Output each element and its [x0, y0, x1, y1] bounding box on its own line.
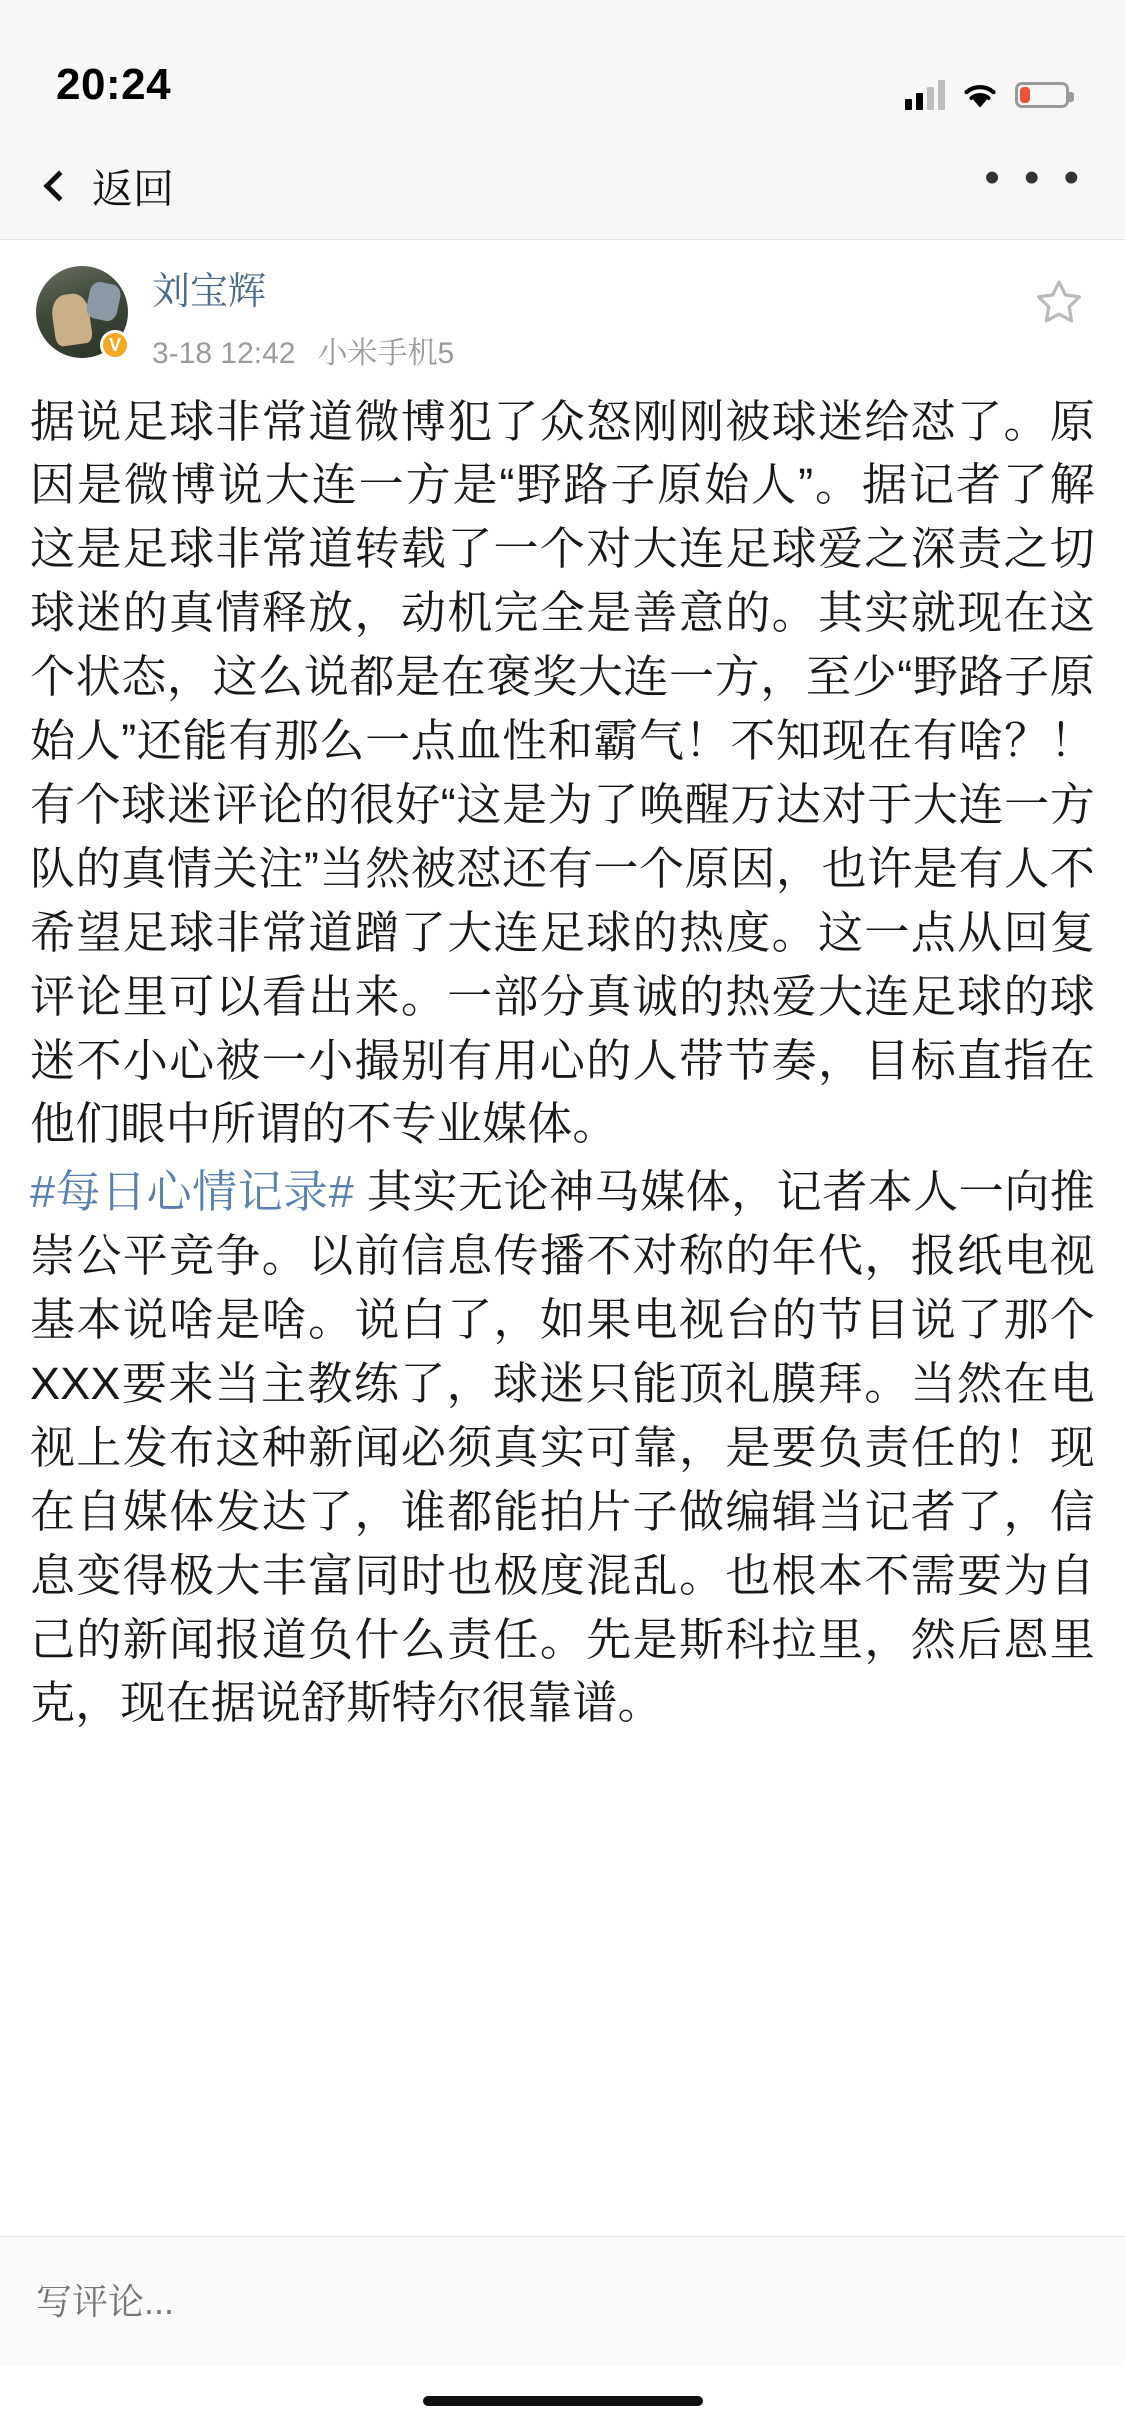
author-block [152, 266, 1033, 372]
chevron-left-icon [43, 170, 74, 201]
post-header [0, 240, 1125, 380]
post-meta [152, 328, 1033, 372]
post-paragraph-2 [30, 1160, 1095, 1735]
back-button[interactable] [40, 156, 174, 215]
status-bar [0, 0, 1125, 132]
star-outline-icon[interactable] [1033, 276, 1085, 337]
battery-low-icon [1015, 82, 1069, 108]
post-date: 3-18 12:42 [152, 336, 296, 370]
more-options-button[interactable]: • • • [984, 152, 1085, 202]
comment-input[interactable] [36, 2281, 1089, 2323]
post-paragraph-2-text: 其实无论神马媒体，记者本人一向推崇公平竞争。以前信息传播不对称的年代，报纸电视基本说啥是啥。说白了，如果电视台的节目说了那个XXX要来当主教练了，球迷只能顶礼膜拜。当然在电视上发布这种新闻必须真实可靠，是要负责任的！现在自媒体发达了，谁都能拍片子做编辑当记者了，信息变得极大丰富同时也极度混乱。也根本不需要为自己的新闻报道负什么责任。先是斯科拉里，然后恩里克，现在据说舒斯特尔很靠谱。 [30, 1166, 1096, 1729]
wifi-icon [961, 80, 999, 110]
post-content [0, 240, 1125, 2236]
post-paragraph-1: 据说足球非常道微博犯了众怒刚刚被球迷给怼了。原因是微博说大连一方是“野路子原始人”。据记者了解这是足球非常道转载了一个对大连足球爱之深责之切球迷的真情释放，动机完全是善意的。其实就现在这个状态，这么说都是在褒奖大连一方，至少“野路子原始人”还能有那么一点血性和霸气！不知现在有啥？！有个球迷评论的很好“这是为了唤醒万达对于大连一方队的真情关注”当然被怼还有一个原因，也许是有人不希望足球非常道蹭了大连足球的热度。这一点从回复评论里可以看出来。一部分真诚的热爱大连足球的球迷不小心被一小撮别有用心的人带节奏，目标直指在他们眼中所谓的不专业媒体。 [30, 395, 1095, 1150]
author-name[interactable]: 刘宝辉 [152, 271, 267, 313]
back-label: 返回 [92, 166, 174, 212]
verified-badge-icon: V [100, 330, 130, 360]
cellular-signal-icon [905, 80, 945, 110]
post-source: 小米手机5 [317, 336, 455, 370]
nav-bar [0, 132, 1125, 240]
home-indicator-area [0, 2366, 1125, 2436]
comment-bar[interactable] [0, 2236, 1125, 2366]
avatar[interactable] [36, 266, 128, 358]
status-time: 20:24 [56, 60, 172, 109]
topic-tag-link[interactable]: #每日心情记录# [30, 1166, 354, 1218]
home-indicator[interactable] [423, 2396, 703, 2406]
post-text [0, 380, 1125, 1736]
status-icons [905, 80, 1069, 110]
